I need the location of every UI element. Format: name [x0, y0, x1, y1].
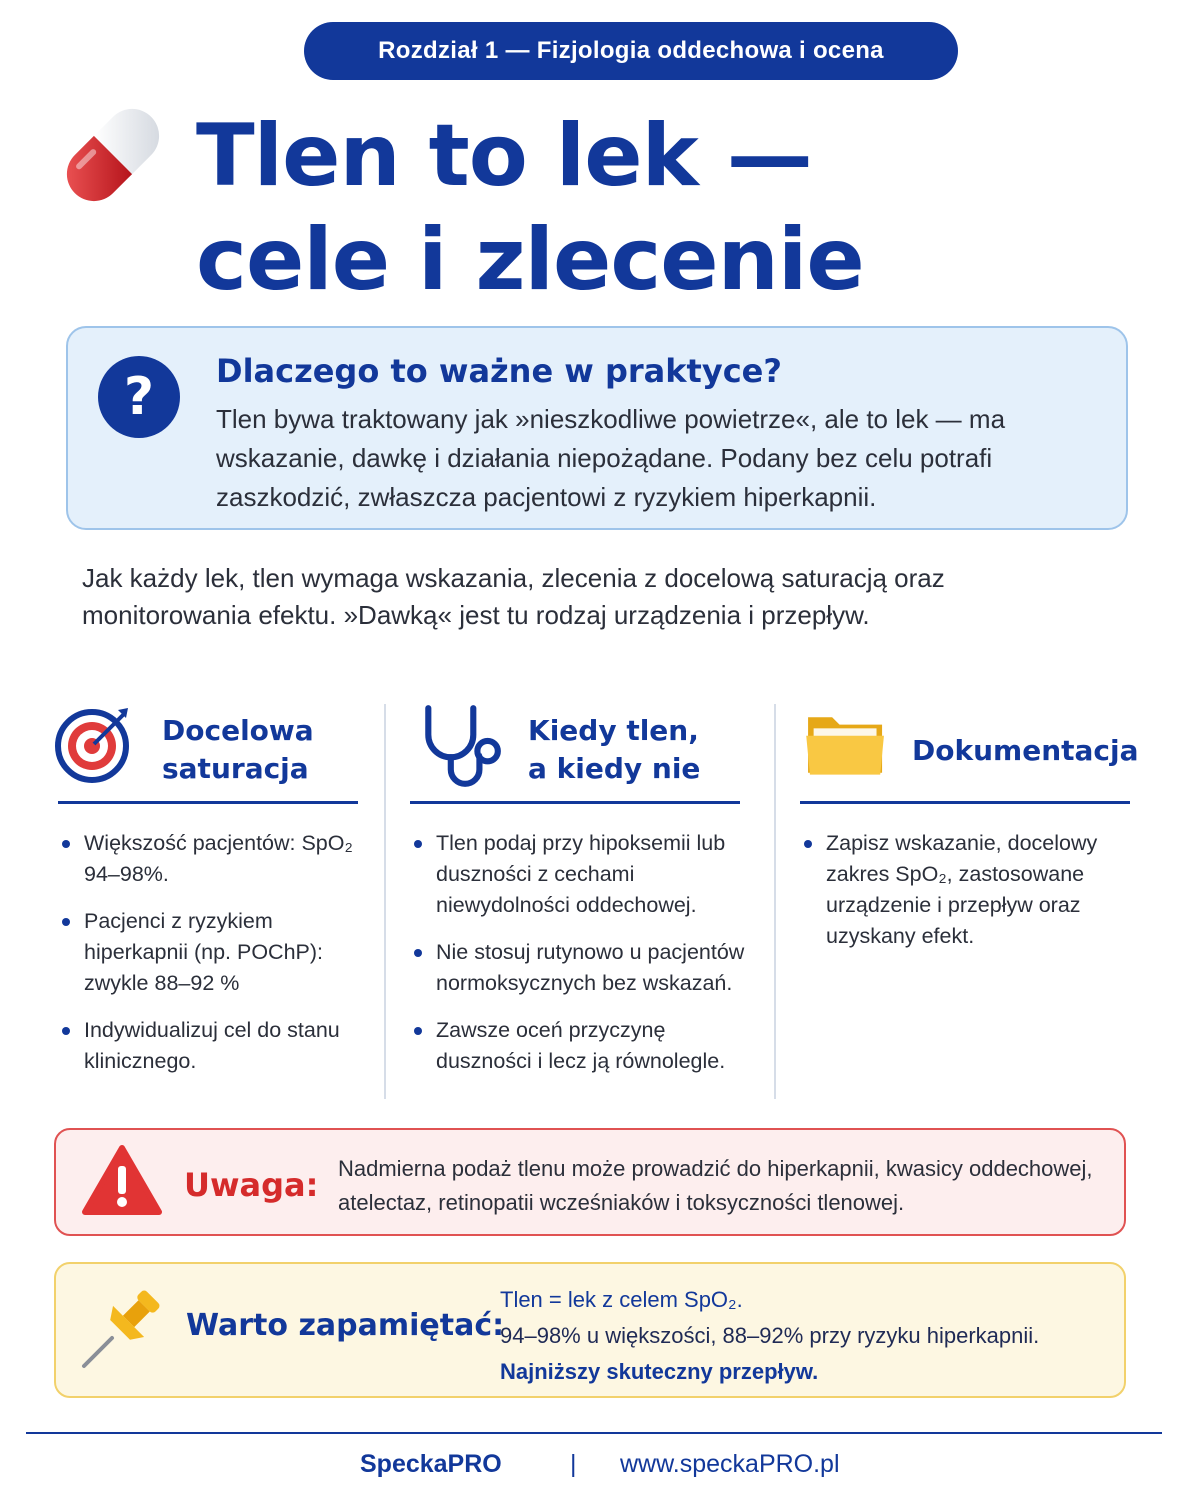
- folder-icon: [804, 708, 888, 782]
- why-title: Dlaczego to ważne w praktyce?: [216, 352, 782, 390]
- column-divider: [384, 704, 386, 1099]
- remember-line-2: 94–98% u większości, 88–92% przy ryzyku hiperkapnii.: [500, 1323, 1040, 1348]
- remember-line-3: Najniższy skuteczny przepływ.: [500, 1359, 819, 1384]
- remember-text: [500, 1282, 1120, 1390]
- column-documentation: [800, 700, 1139, 968]
- stethoscope-icon: [414, 700, 506, 792]
- question-icon: ?: [98, 356, 180, 438]
- pushpin-icon: [78, 1282, 168, 1372]
- column-title: Kiedy tlen, a kiedy nie: [528, 714, 701, 785]
- title-line-1: Tlen to lek —: [196, 106, 812, 206]
- page-title: [196, 104, 1096, 312]
- bullet-list: [800, 828, 1130, 952]
- column-target-saturation: [58, 700, 358, 1093]
- column-header: [800, 700, 1139, 804]
- list-item: Zawsze oceń przyczynę duszności i lecz ją równolegle.: [410, 1015, 762, 1077]
- target-icon: [54, 704, 134, 784]
- list-item: Indywidualizuj cel do stanu klinicznego.: [58, 1015, 358, 1077]
- list-item: Zapisz wskazanie, docelowy zakres SpO₂, zastosowane urządzenie i przepływ oraz uzyskany efekt.: [800, 828, 1130, 952]
- why-text: Tlen bywa traktowany jak »nieszkodliwe powietrze«, ale to lek — ma wskazanie, dawkę i działania niepożądane. Podany bez celu potrafi zaszkodzić, zwłaszcza pacjentowi z ryzykiem hiperkapnii.: [216, 404, 1006, 512]
- column-divider: [774, 704, 776, 1099]
- warning-triangle-icon: [82, 1144, 162, 1216]
- chapter-badge: Rozdział 1 — Fizjologia oddechowa i ocena: [304, 22, 958, 80]
- title-line-2: cele i zlecenie: [196, 210, 864, 310]
- footer-divider: [26, 1432, 1162, 1434]
- remember-line-1: Tlen = lek z celem SpO₂.: [500, 1287, 743, 1312]
- column-title: Docelowa saturacja: [162, 714, 314, 785]
- column-header: [410, 700, 740, 804]
- why-important-box: [66, 326, 1128, 530]
- list-item: Pacjenci z ryzykiem hiperkapnii (np. POChP): zwykle 88–92 %: [58, 906, 358, 999]
- bullet-list: [58, 828, 358, 1077]
- footer-url[interactable]: www.speckaPRO.pl: [620, 1450, 840, 1478]
- column-title: Dokumentacja: [912, 734, 1139, 767]
- list-item: Nie stosuj rutynowo u pacjentów normoksycznych bez wskazań.: [410, 937, 762, 999]
- column-header: [58, 700, 358, 804]
- bullet-list: [410, 828, 762, 1077]
- footer-separator: |: [570, 1450, 577, 1478]
- warning-text: Nadmierna podaż tlenu może prowadzić do hiperkapnii, kwasicy oddechowej, atelectaz, retinopatii wcześniaków i toksyczności tlenowej.: [338, 1156, 1093, 1215]
- remember-box: [54, 1262, 1126, 1398]
- pill-capsule-icon: [58, 100, 168, 210]
- list-item: Większość pacjentów: SpO₂ 94–98%.: [58, 828, 358, 890]
- warning-label: Uwaga:: [184, 1166, 319, 1204]
- footer-brand: SpeckaPRO: [360, 1450, 502, 1478]
- intro-paragraph: Jak każdy lek, tlen wymaga wskazania, zlecenia z docelową saturacją oraz monitorowania efektu. »Dawką« jest tu rodzaj urządzenia i przepływ.: [82, 563, 945, 630]
- remember-label: Warto zapamiętać:: [186, 1308, 505, 1343]
- warning-box: [54, 1128, 1126, 1236]
- list-item: Tlen podaj przy hipoksemii lub duszności z cechami niewydolności oddechowej.: [410, 828, 762, 921]
- column-when-oxygen: [410, 700, 762, 1093]
